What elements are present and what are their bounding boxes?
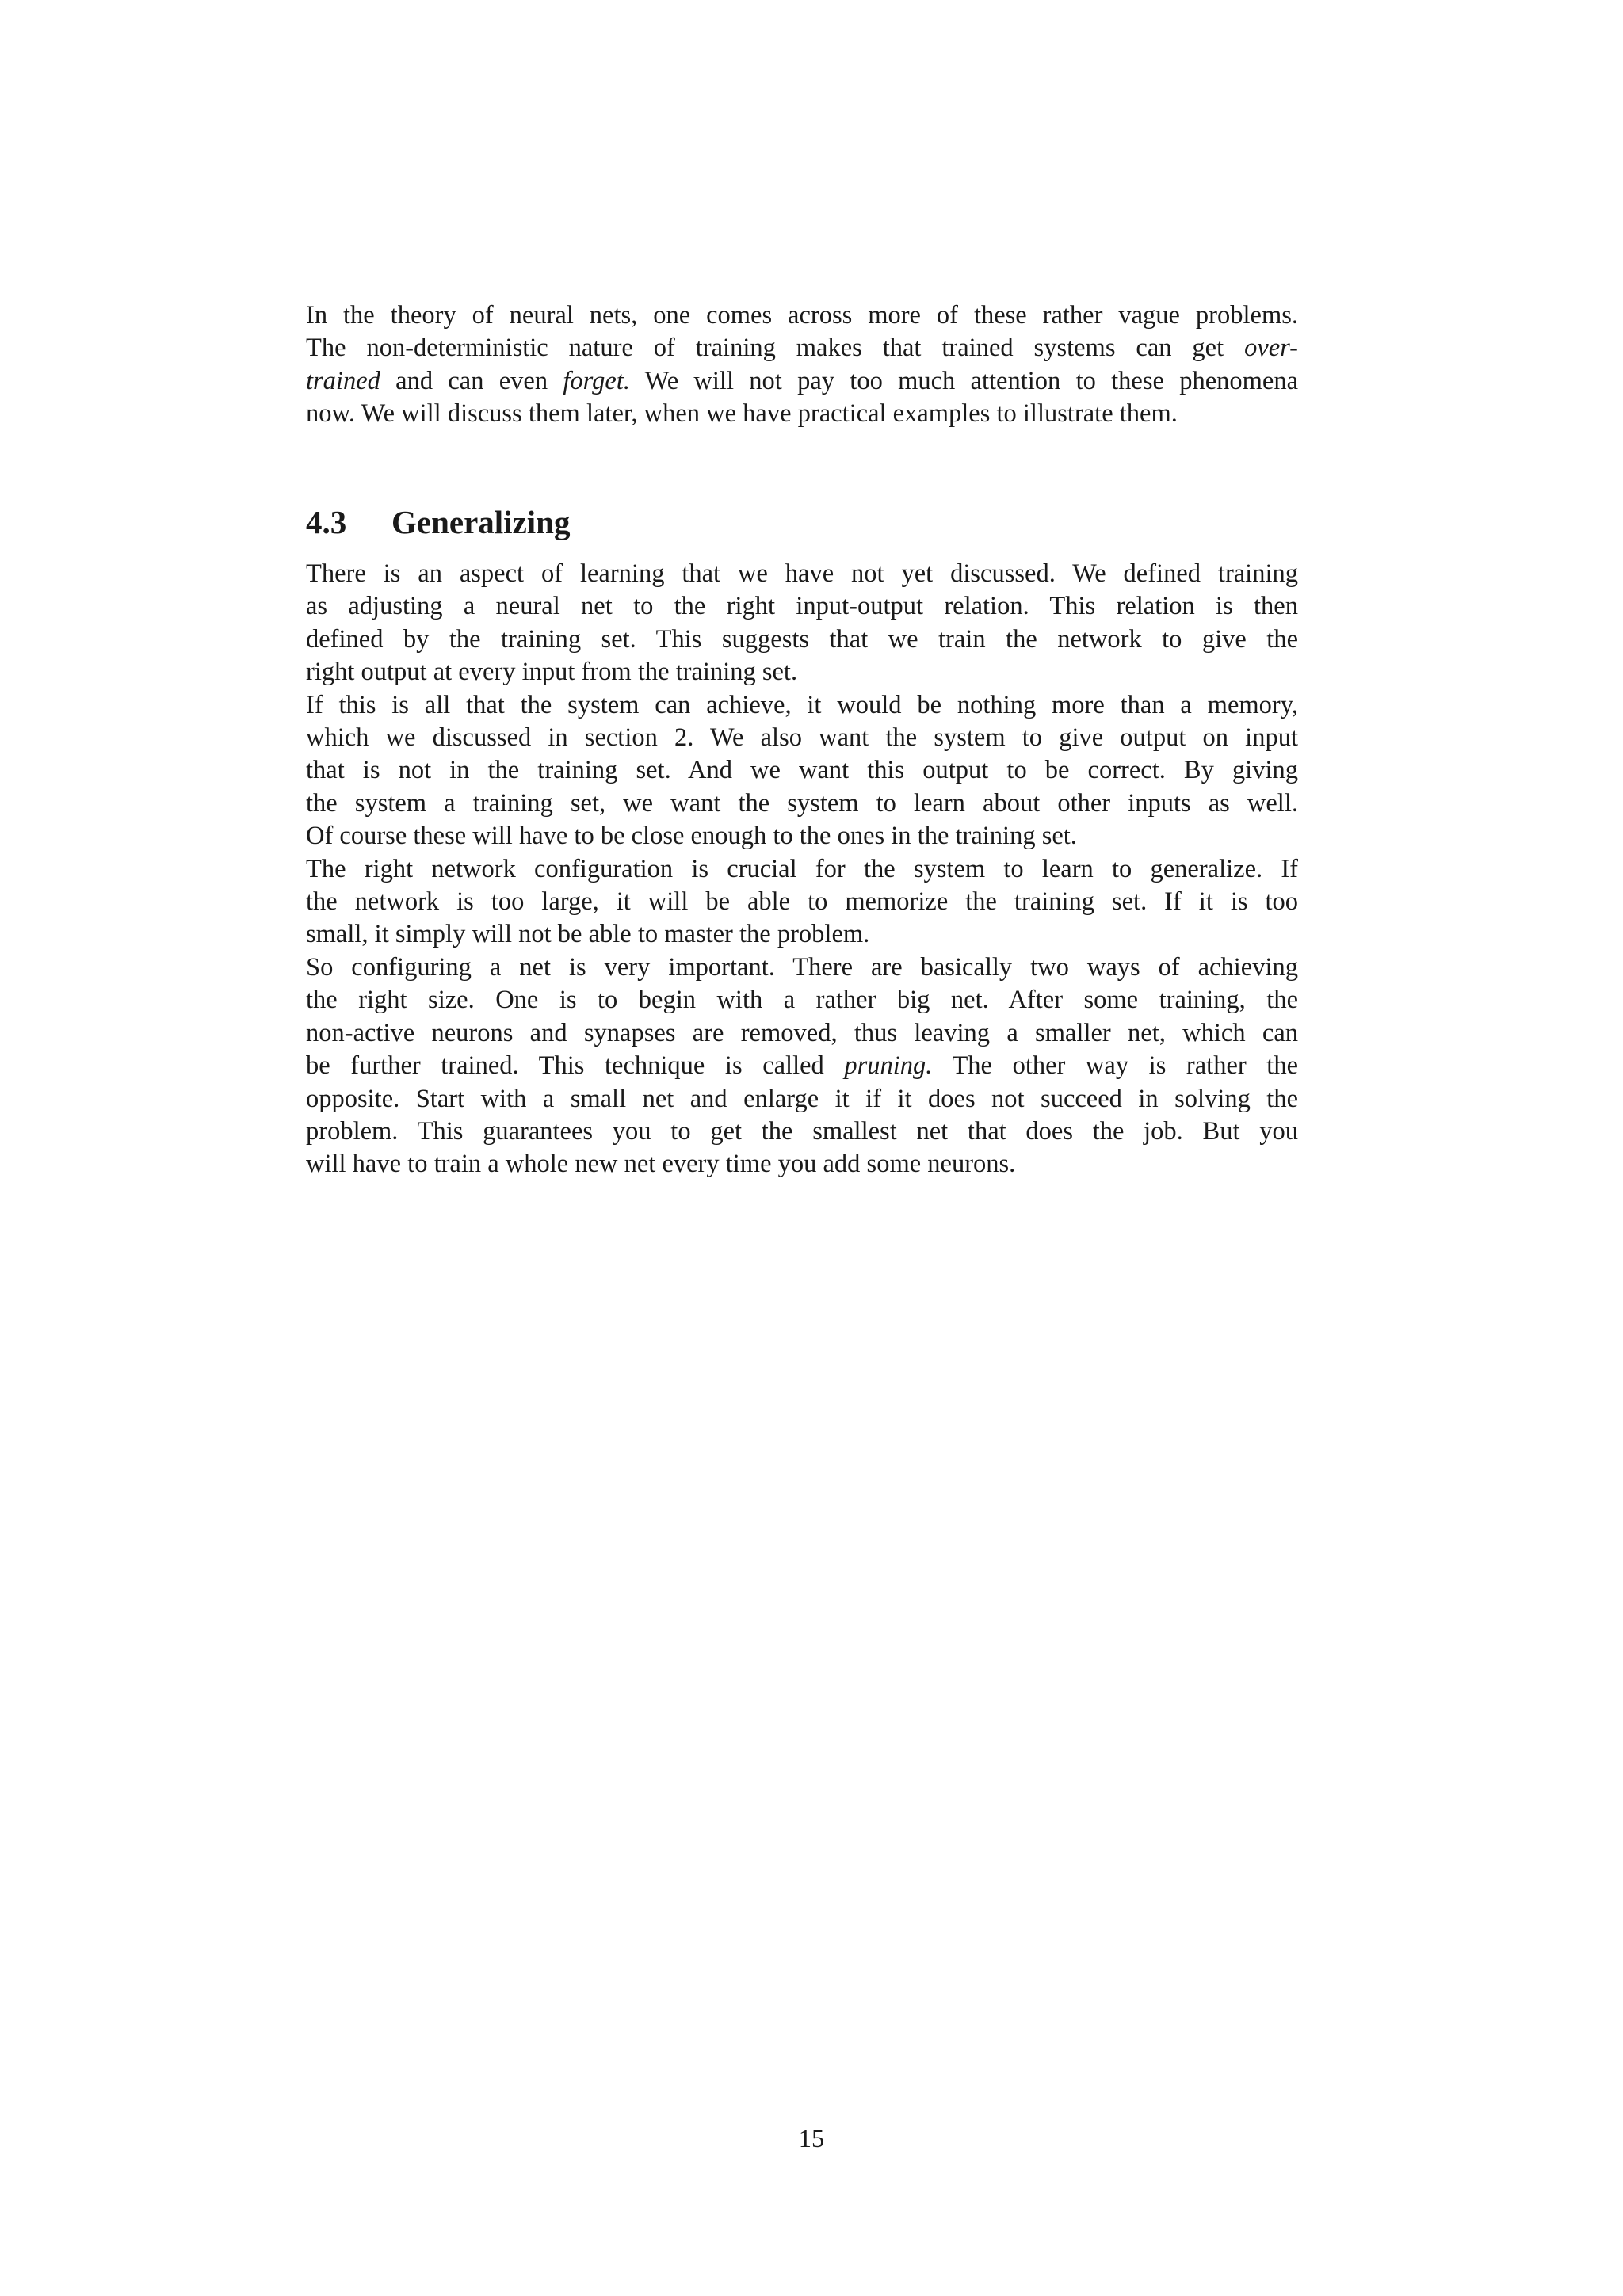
- text-line: non-active neurons and synapses are removed, thus leaving a smaller net, which can: [306, 1018, 1298, 1047]
- text-line: the network is too large, it will be able to memorize the training set. If it is too: [306, 887, 1298, 917]
- emphasis-term: pruning.: [844, 1051, 933, 1081]
- text-line: will have to train a whole new net every time you add some neurons.: [306, 1150, 1016, 1179]
- text-line: which we discussed in section 2. We also want the system to give output on input: [306, 723, 1298, 753]
- section-heading: [306, 502, 570, 542]
- section-title: Generalizing: [391, 504, 571, 540]
- text-line: Of course these will have to be close enough to the ones in the training set.: [306, 822, 1077, 851]
- text-line: the right size. One is to begin with a rather big net. After some training, the: [306, 986, 1298, 1015]
- text-line: If this is all that the system can achieve, it would be nothing more than a memory,: [306, 690, 1298, 719]
- text-line: The right network configuration is crucial for the system to learn to generalize. If: [306, 854, 1298, 883]
- text-line: problem. This guarantees you to get the smallest net that does the job. But you: [306, 1116, 1298, 1146]
- text-line: trained and can even forget. We will not pay too much attention to these phenomena: [306, 366, 1298, 395]
- emphasis-term: over-: [1244, 334, 1298, 363]
- intro-paragraph: [306, 299, 1298, 431]
- page-number: 15: [798, 2125, 825, 2153]
- text-line: now. We will discuss them later, when we have practical examples to illustrate them.: [306, 399, 1178, 429]
- text-line: right output at every input from the training set.: [306, 658, 798, 687]
- section-body: [306, 558, 1298, 1181]
- text-line: defined by the training set. This suggests that we train the network to give the: [306, 624, 1298, 654]
- text-line: as adjusting a neural net to the right input-output relation. This relation is then: [306, 592, 1298, 621]
- text-line: opposite. Start with a small net and enlarge it if it does not succeed in solving the: [306, 1084, 1298, 1113]
- text-line: The non-deterministic nature of training makes that trained systems can get over-: [306, 334, 1298, 363]
- text-line: be further trained. This technique is called pruning. The other way is rather the: [306, 1051, 1298, 1081]
- text-line: In the theory of neural nets, one comes across more of these rather vague problems.: [306, 301, 1298, 330]
- text-line: that is not in the training set. And we want this output to be correct. By giving: [306, 756, 1298, 785]
- emphasis-term: trained: [306, 366, 380, 395]
- text-line: small, it simply will not be able to master the problem.: [306, 920, 870, 949]
- text-line: So configuring a net is very important. There are basically two ways of achieving: [306, 952, 1298, 982]
- text-line: the system a training set, we want the system to learn about other inputs as well.: [306, 788, 1298, 818]
- text-line: There is an aspect of learning that we have not yet discussed. We defined training: [306, 559, 1298, 588]
- section-number: 4.3: [306, 504, 347, 540]
- emphasis-term: forget.: [563, 366, 630, 395]
